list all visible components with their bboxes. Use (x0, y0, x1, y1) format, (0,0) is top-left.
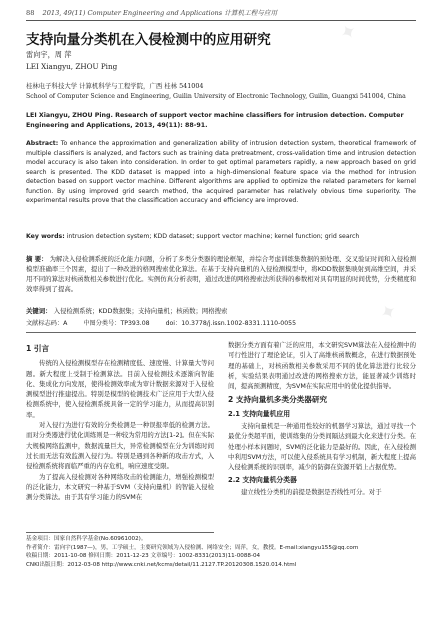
citation: LEI Xiangyu, ZHOU Ping. Research of support vector machine classifiers for intrusion detection. Computer Engineering and Applications, 2013, 49(11): 88-91. (26, 112, 404, 129)
authors-en: LEI Xiangyu, ZHOU Ping (26, 62, 118, 71)
watermark: ✦ (55, 417, 82, 447)
doi: doi：10.3778/j.issn.1002-8331.1110-0055 (165, 320, 297, 327)
keywords-cn-text: 入侵检测系统；KDD数据集；支持向量机；核函数；网格搜索 (53, 307, 228, 315)
footnote-received: 收稿日期：2011-10-08 修回日期：2011-12-23 文章编号：1002-8331(2013)11-0088-04 (26, 553, 261, 560)
affiliation-en: School of Computer Science and Engineering, Guilin University of Electronic Technology, Guilin, Guangxi 541004, China (26, 93, 406, 100)
abstract-en-label: Abstract: (26, 140, 59, 147)
page-number: 88 (26, 9, 35, 17)
header-rule (26, 20, 416, 21)
running-header (26, 7, 416, 21)
clc-number: 中图分类号：TP393.08 (83, 320, 150, 327)
abstract-cn-label: 摘 要： (26, 255, 48, 263)
authors-cn: 雷向宇，周 萍 (26, 50, 72, 59)
abstract-en-text: To enhance the approximation and generalization ability of intrusion detection system, theoretical framework of multiple classifiers is analyzed, and factors such as training data pretreatment, cross-validation time and intrusion detection model accuracy is also taken into consideration. In order to get optimal parameters rapidly, a new approach based on grid search is presented. The KDD dataset is mapped into a high-dimensional feature space via the method for intrusion detection based on support vector machine. Different algorithms are applied to optimize the related parameters for kernel function. By using improved grid search method, the acquired parameter has relatively obvious time superiority. The experimental results prove that the classification accuracy and efficiency are improved. (26, 140, 416, 204)
paragraph: 为了提高入侵检测对各种网络攻击的检测能力，增强检测模型的泛化能力，本文研究一种基于SVM（支持向量机）的智能入侵检测分类算法。由于其有学习能力的SVM在 (26, 472, 214, 502)
paper-title: 支持向量分类机在入侵检测中的应用研究 (26, 32, 271, 48)
keywords-cn-label: 关键词： (26, 307, 52, 315)
keywords-en-text: intrusion detection system; KDD dataset; support vector machine; kernel function; grid search (66, 233, 360, 240)
keywords-cn (26, 306, 416, 316)
document-code: 文献标志码：A (26, 320, 68, 327)
paragraph: 传统的入侵检测模型存在检测精度低、速度慢、计算量大等问题。新大程度上受制于检测算法。目前入侵检测技术逐渐向智能化、集成化方向发展，使得检测效率成为审计数据来源对于入侵检测模型进行推建提出。特别是模型的检测技术广泛应用于大型入侵检测系统中，使入侵检测系统具备一定的学习能力，从而提高识别率。 (26, 359, 214, 419)
section-divider (26, 332, 416, 333)
section-heading: 1 引言 (26, 344, 50, 353)
subsection-heading: 2.1 支持向量机应用 (228, 409, 290, 418)
footnotes (26, 532, 359, 569)
body-column-left (26, 340, 214, 502)
body-column-right (228, 340, 416, 497)
affiliation-cn: 桂林电子科技大学 计算机科学与工程学院，广西 桂林 541004 (26, 82, 204, 90)
paragraph: 建立线性分类机的前提是数据是否线性可分。对于 (241, 487, 382, 496)
subsection-heading: 2.2 支持向量机分类器 (228, 475, 297, 484)
abstract-en (26, 139, 416, 206)
footnote-author: 作者简介：雷向宇(1987—)，男，工学硕士，主要研究领域为入侵检测、网络安全；周萍，女，教授。E-mail:xiangyu155@qq.com (26, 544, 359, 551)
paragraph: 对入侵行为进行有效的分类检测是一种误报率低的检测方法。而对分类器进行优化训练则是一种较为常用的方法[1-2]。但在实际大规模网络监测中，数据流量巨大，异常检测模型在分为训练时间过长而无法有效监测入侵行为。特别是遇到各种新的攻击方式，入侵检测系统将面临严重的内存危机，响应速度受限。 (26, 421, 214, 471)
paragraph: 支持向量机是一种通用性较好的机器学习算法，通过寻找一个最优分类超平面，使训练集的分类间隔达到最大化来进行分类。在处理小样本问题时，SVM的泛化能力是最好的。因此，在入侵检测中利用SVM方法，可以使入侵系统具有学习机制，新大程度上提高入侵检测系统的识别率，减少的防御在资源开销上占据优势。 (228, 422, 416, 472)
footnote-cnki: CNKI出版日期：2012-03-08 http://www.cnki.net/kcms/detail/11.2127.TP.20120308.1520.014.html (26, 561, 297, 568)
journal-name: 2013, 49(11) Computer Engineering and Applications 计算机工程与应用 (42, 9, 278, 17)
watermark: ✦ (375, 297, 402, 327)
watermark: ✦ (335, 17, 362, 47)
abstract-cn-text: 为解决入侵检测系统的泛化能力问题，分析了多类分类器的理论框架，并综合考虑训练集数据的预处理、交叉验证时间和入侵检测模型准确率三个因素，提出了一种改进的格网搜索优化算法。在基于支持向量机的入侵检测模型中，将KDD数据集映射到高维空间，并采用不同的算法对核函数相关参数进行优化。实例仿真分析表明，通过改进的网格搜索法所获得的参数相对具有明显的时间优势，分类精度和效率得到了提高。 (26, 255, 416, 293)
paragraph: 数据分类方面有着广泛的应用，本文研究SVM算法在入侵检测中的可行性进行了理论论证，引入了高维核函数概念，在进行数据预处理的基础上，对核函数相关参数采用不同的优化算法进行比较分析，实验结果表明通过改进的网格搜索方法，能显著减少训练时间，提高预测精度，为SVM在实际应用中的优化提供指导。 (228, 341, 416, 391)
footnote-fund: 基金项目：国家自然科学基金(No.60961002)。 (26, 536, 147, 542)
keywords-en-label: Key words: (26, 233, 65, 240)
article-meta (26, 318, 416, 327)
keywords-en (26, 232, 416, 242)
section-heading: 2 支持向量机多类分类器研究 (228, 395, 328, 405)
abstract-cn (26, 254, 416, 294)
